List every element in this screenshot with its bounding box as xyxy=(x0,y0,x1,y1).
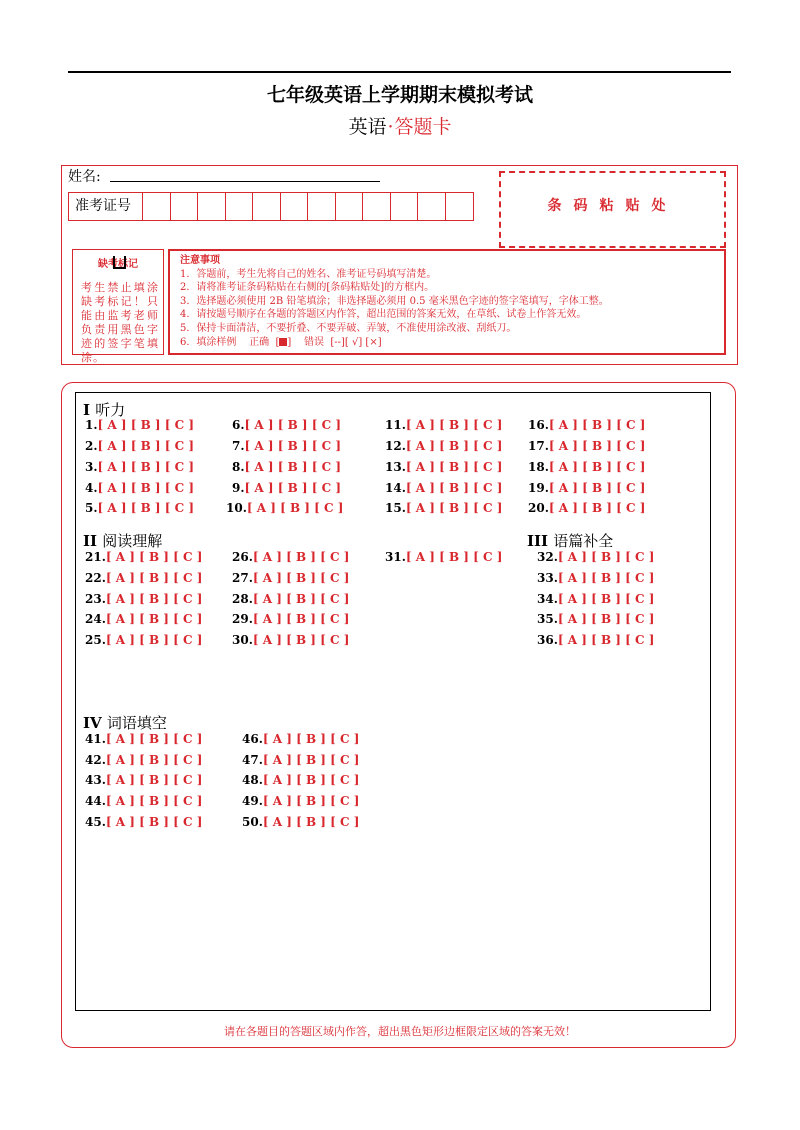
section-vocab-title xyxy=(83,712,167,733)
wrong-marks: [--][ √] [×] xyxy=(330,336,382,348)
answer-options[interactable]: [ A ] [ B ] [ C ] xyxy=(548,418,646,432)
answer-options[interactable]: [ A ] [ B ] [ C ] xyxy=(548,481,646,495)
question-number: 28. xyxy=(232,592,253,606)
question-number: 6. xyxy=(232,418,245,432)
exam-id-cell[interactable] xyxy=(336,193,364,220)
question-number: 36. xyxy=(537,633,558,647)
answer-options[interactable]: [ A ] [ B ] [ C ] xyxy=(405,460,503,474)
question-number: 27. xyxy=(232,571,253,585)
answer-row[interactable] xyxy=(85,815,202,829)
answer-row[interactable] xyxy=(537,571,654,585)
question-number: 17. xyxy=(528,439,549,453)
answer-row[interactable] xyxy=(85,418,194,432)
question-number: 12. xyxy=(385,439,406,453)
answer-options[interactable]: [ A ] [ B ] [ C ] xyxy=(97,418,195,432)
answer-options[interactable]: [ A ] [ B ] [ C ] xyxy=(548,501,646,515)
answer-row[interactable] xyxy=(537,550,654,564)
answer-options[interactable]: [ A ] [ B ] [ C ] xyxy=(244,439,342,453)
answer-options[interactable]: [ A ] [ B ] [ C ] xyxy=(252,612,350,626)
answer-row[interactable] xyxy=(226,501,343,515)
exam-id-row xyxy=(68,192,474,221)
question-number: 9. xyxy=(232,481,245,495)
answer-options[interactable]: [ A ] [ B ] [ C ] xyxy=(105,815,203,829)
question-number: 2. xyxy=(85,439,98,453)
question-number: 25. xyxy=(85,633,106,647)
answer-options[interactable]: [ A ] [ B ] [ C ] xyxy=(405,481,503,495)
question-number: 34. xyxy=(537,592,558,606)
answer-options[interactable]: [ A ] [ B ] [ C ] xyxy=(105,612,203,626)
question-number: 44. xyxy=(85,794,106,808)
answer-options[interactable]: [ A ] [ B ] [ C ] xyxy=(252,550,350,564)
question-number: 10. xyxy=(226,501,247,515)
answer-options[interactable]: [ A ] [ B ] [ C ] xyxy=(262,773,360,787)
answer-row[interactable] xyxy=(85,501,194,515)
question-number: 4. xyxy=(85,481,98,495)
question-number: 18. xyxy=(528,460,549,474)
page-subtitle xyxy=(0,112,800,139)
question-number: 41. xyxy=(85,732,106,746)
page-title: 七年级英语上学期期末模拟考试 xyxy=(266,84,533,106)
exam-id-cell[interactable] xyxy=(363,193,391,220)
exam-id-cell[interactable] xyxy=(418,193,446,220)
answer-options[interactable]: [ A ] [ B ] [ C ] xyxy=(244,460,342,474)
question-number: 3. xyxy=(85,460,98,474)
answer-row[interactable] xyxy=(232,460,341,474)
notes-box xyxy=(168,249,726,355)
exam-id-cell[interactable] xyxy=(198,193,226,220)
answer-options[interactable]: [ A ] [ B ] [ C ] xyxy=(252,571,350,585)
answer-row[interactable] xyxy=(528,501,645,515)
answer-row[interactable] xyxy=(385,550,502,564)
section-num: I xyxy=(83,401,91,419)
answer-row[interactable] xyxy=(85,732,202,746)
section-name: 语篇补全 xyxy=(553,532,614,550)
subtitle-separator: · xyxy=(387,116,394,138)
answer-options[interactable]: [ A ] [ B ] [ C ] xyxy=(105,773,203,787)
answer-options[interactable]: [ A ] [ B ] [ C ] xyxy=(405,418,503,432)
answer-row[interactable] xyxy=(242,773,359,787)
answer-row[interactable] xyxy=(528,481,645,495)
answer-options[interactable]: [ A ] [ B ] [ C ] xyxy=(252,592,350,606)
note-item: 5．保持卡面清洁，不要折叠、不要弄破、弄皱，不准使用涂改液、刮纸刀。 xyxy=(180,322,517,334)
answer-options[interactable]: [ A ] [ B ] [ C ] xyxy=(105,732,203,746)
absent-mark-box xyxy=(72,249,164,364)
correct-label: 正确 xyxy=(249,336,270,348)
answer-row[interactable] xyxy=(385,418,502,432)
answer-row[interactable] xyxy=(537,592,654,606)
absent-mark-checkbox[interactable] xyxy=(113,256,126,269)
absent-title: 缺考标记 xyxy=(98,259,138,270)
subtitle-card: 答题卡 xyxy=(394,116,452,138)
answer-row[interactable] xyxy=(232,592,349,606)
section-listening-title xyxy=(83,399,125,420)
exam-id-cell[interactable] xyxy=(446,193,474,220)
sample-label: 6．填涂样例 xyxy=(180,336,237,348)
exam-id-cell[interactable] xyxy=(253,193,281,220)
answer-options[interactable]: [ A ] [ B ] [ C ] xyxy=(105,592,203,606)
answer-row[interactable] xyxy=(232,571,349,585)
answer-options[interactable]: [ A ] [ B ] [ C ] xyxy=(262,753,360,767)
question-number: 7. xyxy=(232,439,245,453)
answer-options[interactable]: [ A ] [ B ] [ C ] xyxy=(548,460,646,474)
answer-row[interactable] xyxy=(385,481,502,495)
question-number: 1. xyxy=(85,418,98,432)
answer-row[interactable] xyxy=(242,732,359,746)
section-num: III xyxy=(527,532,549,550)
note-item: 4．请按题号顺序在各题的答题区内作答，超出范围的答案无效，在草纸、试卷上作答无效。 xyxy=(180,309,587,321)
note-item: 2．请将准考证条码粘贴在右侧的[条码粘贴处]的方框内。 xyxy=(180,282,435,294)
section-cloze-title xyxy=(527,530,613,551)
answer-row[interactable] xyxy=(85,460,194,474)
barcode-label: 条码粘贴处 xyxy=(547,198,678,214)
answer-options[interactable]: [ A ] [ B ] [ C ] xyxy=(97,501,195,515)
answer-options[interactable]: [ A ] [ B ] [ C ] xyxy=(97,481,195,495)
answer-row[interactable] xyxy=(385,439,502,453)
exam-id-cell[interactable] xyxy=(391,193,419,220)
question-number: 15. xyxy=(385,501,406,515)
question-number: 16. xyxy=(528,418,549,432)
section-num: IV xyxy=(83,714,102,732)
section-num: II xyxy=(83,532,98,550)
answer-options[interactable]: [ A ] [ B ] [ C ] xyxy=(405,501,503,515)
answer-options[interactable]: [ A ] [ B ] [ C ] xyxy=(97,460,195,474)
top-rule xyxy=(68,71,731,73)
question-number: 20. xyxy=(528,501,549,515)
answer-options[interactable]: [ A ] [ B ] [ C ] xyxy=(557,550,655,564)
answer-options[interactable]: [ A ] [ B ] [ C ] xyxy=(557,633,655,647)
question-number: 42. xyxy=(85,753,106,767)
answer-row[interactable] xyxy=(232,481,341,495)
answer-row[interactable] xyxy=(232,633,349,647)
question-number: 23. xyxy=(85,592,106,606)
answer-row[interactable] xyxy=(85,571,202,585)
notes-title: 注意事项 xyxy=(180,255,220,266)
answer-options[interactable]: [ A ] [ B ] [ C ] xyxy=(246,501,344,515)
answer-row[interactable] xyxy=(528,439,645,453)
answer-row[interactable] xyxy=(385,501,502,515)
question-number: 33. xyxy=(537,571,558,585)
answer-options[interactable]: [ A ] [ B ] [ C ] xyxy=(105,550,203,564)
question-number: 47. xyxy=(242,753,263,767)
question-number: 31. xyxy=(385,550,406,564)
question-number: 50. xyxy=(242,815,263,829)
answer-options[interactable]: [ A ] [ B ] [ C ] xyxy=(548,439,646,453)
question-number: 5. xyxy=(85,501,98,515)
answer-row[interactable] xyxy=(232,418,341,432)
answer-row[interactable] xyxy=(85,753,202,767)
answer-row[interactable] xyxy=(85,633,202,647)
absent-instructions: 考生禁止填涂缺考标记！只能由监考老师负责用黑色字迹的签字笔填涂。 xyxy=(81,281,159,364)
exam-id-cell[interactable] xyxy=(143,193,171,220)
question-number: 22. xyxy=(85,571,106,585)
answer-row[interactable] xyxy=(85,481,194,495)
question-number: 19. xyxy=(528,481,549,495)
question-number: 30. xyxy=(232,633,253,647)
answer-row[interactable] xyxy=(537,633,654,647)
answer-row[interactable] xyxy=(85,794,202,808)
answer-row[interactable] xyxy=(242,753,359,767)
answer-row[interactable] xyxy=(232,612,349,626)
answer-row[interactable] xyxy=(85,439,194,453)
question-number: 43. xyxy=(85,773,106,787)
question-number: 14. xyxy=(385,481,406,495)
section-name: 阅读理解 xyxy=(102,532,163,550)
exam-id-cell[interactable] xyxy=(171,193,199,220)
answer-options[interactable]: [ A ] [ B ] [ C ] xyxy=(244,481,342,495)
question-number: 26. xyxy=(232,550,253,564)
answer-row[interactable] xyxy=(85,592,202,606)
subtitle-subject: 英语 xyxy=(348,116,387,138)
answer-options[interactable]: [ A ] [ B ] [ C ] xyxy=(105,571,203,585)
question-number: 11. xyxy=(385,418,406,432)
answer-options[interactable]: [ A ] [ B ] [ C ] xyxy=(557,592,655,606)
exam-id-cell[interactable] xyxy=(226,193,254,220)
wrong-label: 错误 xyxy=(303,336,324,348)
name-field[interactable] xyxy=(110,181,380,182)
answer-options[interactable]: [ A ] [ B ] [ C ] xyxy=(244,418,342,432)
exam-id-cell[interactable] xyxy=(281,193,309,220)
question-number: 46. xyxy=(242,732,263,746)
question-number: 24. xyxy=(85,612,106,626)
answer-options[interactable]: [ A ] [ B ] [ C ] xyxy=(405,550,503,564)
answer-row[interactable] xyxy=(242,815,359,829)
answer-row[interactable] xyxy=(232,550,349,564)
answer-options[interactable]: [ A ] [ B ] [ C ] xyxy=(557,612,655,626)
section-reading-title xyxy=(83,530,162,551)
answer-options[interactable]: [ A ] [ B ] [ C ] xyxy=(97,439,195,453)
answer-options[interactable]: [ A ] [ B ] [ C ] xyxy=(105,753,203,767)
answer-row[interactable] xyxy=(85,612,202,626)
answer-options[interactable]: [ A ] [ B ] [ C ] xyxy=(105,633,203,647)
answer-row[interactable] xyxy=(385,460,502,474)
answer-row[interactable] xyxy=(232,439,341,453)
answer-row[interactable] xyxy=(85,773,202,787)
answer-options[interactable]: [ A ] [ B ] [ C ] xyxy=(262,732,360,746)
answer-row[interactable] xyxy=(85,550,202,564)
answer-row[interactable] xyxy=(528,460,645,474)
question-number: 21. xyxy=(85,550,106,564)
question-number: 35. xyxy=(537,612,558,626)
question-number: 48. xyxy=(242,773,263,787)
answer-options[interactable]: [ A ] [ B ] [ C ] xyxy=(105,794,203,808)
answer-options[interactable]: [ A ] [ B ] [ C ] xyxy=(252,633,350,647)
name-label: 姓名: xyxy=(68,169,101,185)
question-number: 45. xyxy=(85,815,106,829)
answer-row[interactable] xyxy=(537,612,654,626)
correct-bracket-close: ] xyxy=(287,336,292,348)
question-number: 13. xyxy=(385,460,406,474)
question-number: 49. xyxy=(242,794,263,808)
footer-note: 请在各题目的答题区域内作答，超出黑色矩形边框限定区域的答案无效！ xyxy=(224,1025,576,1038)
question-number: 29. xyxy=(232,612,253,626)
note-item: 3．选择题必须使用 2B 铅笔填涂；非选择题必须用 0.5 毫米黑色字迹的签字笔填写，字体工整。 xyxy=(180,295,609,307)
answer-options[interactable]: [ A ] [ B ] [ C ] xyxy=(405,439,503,453)
exam-id-cell[interactable] xyxy=(308,193,336,220)
answer-options[interactable]: [ A ] [ B ] [ C ] xyxy=(557,571,655,585)
barcode-area xyxy=(499,171,726,248)
question-number: 8. xyxy=(232,460,245,474)
section-name: 词语填空 xyxy=(106,714,167,732)
answer-options[interactable]: [ A ] [ B ] [ C ] xyxy=(262,815,360,829)
section-name: 听力 xyxy=(95,401,126,419)
exam-id-label: 准考证号 xyxy=(69,193,143,220)
note-item: 1．答题前，考生先将自己的姓名、准考证号码填写清楚。 xyxy=(180,268,437,280)
answer-options[interactable]: [ A ] [ B ] [ C ] xyxy=(262,794,360,808)
question-number: 32. xyxy=(537,550,558,564)
correct-bracket-open: [ xyxy=(275,336,280,348)
answer-row[interactable] xyxy=(242,794,359,808)
note-sample-row xyxy=(180,336,724,350)
answer-row[interactable] xyxy=(528,418,645,432)
